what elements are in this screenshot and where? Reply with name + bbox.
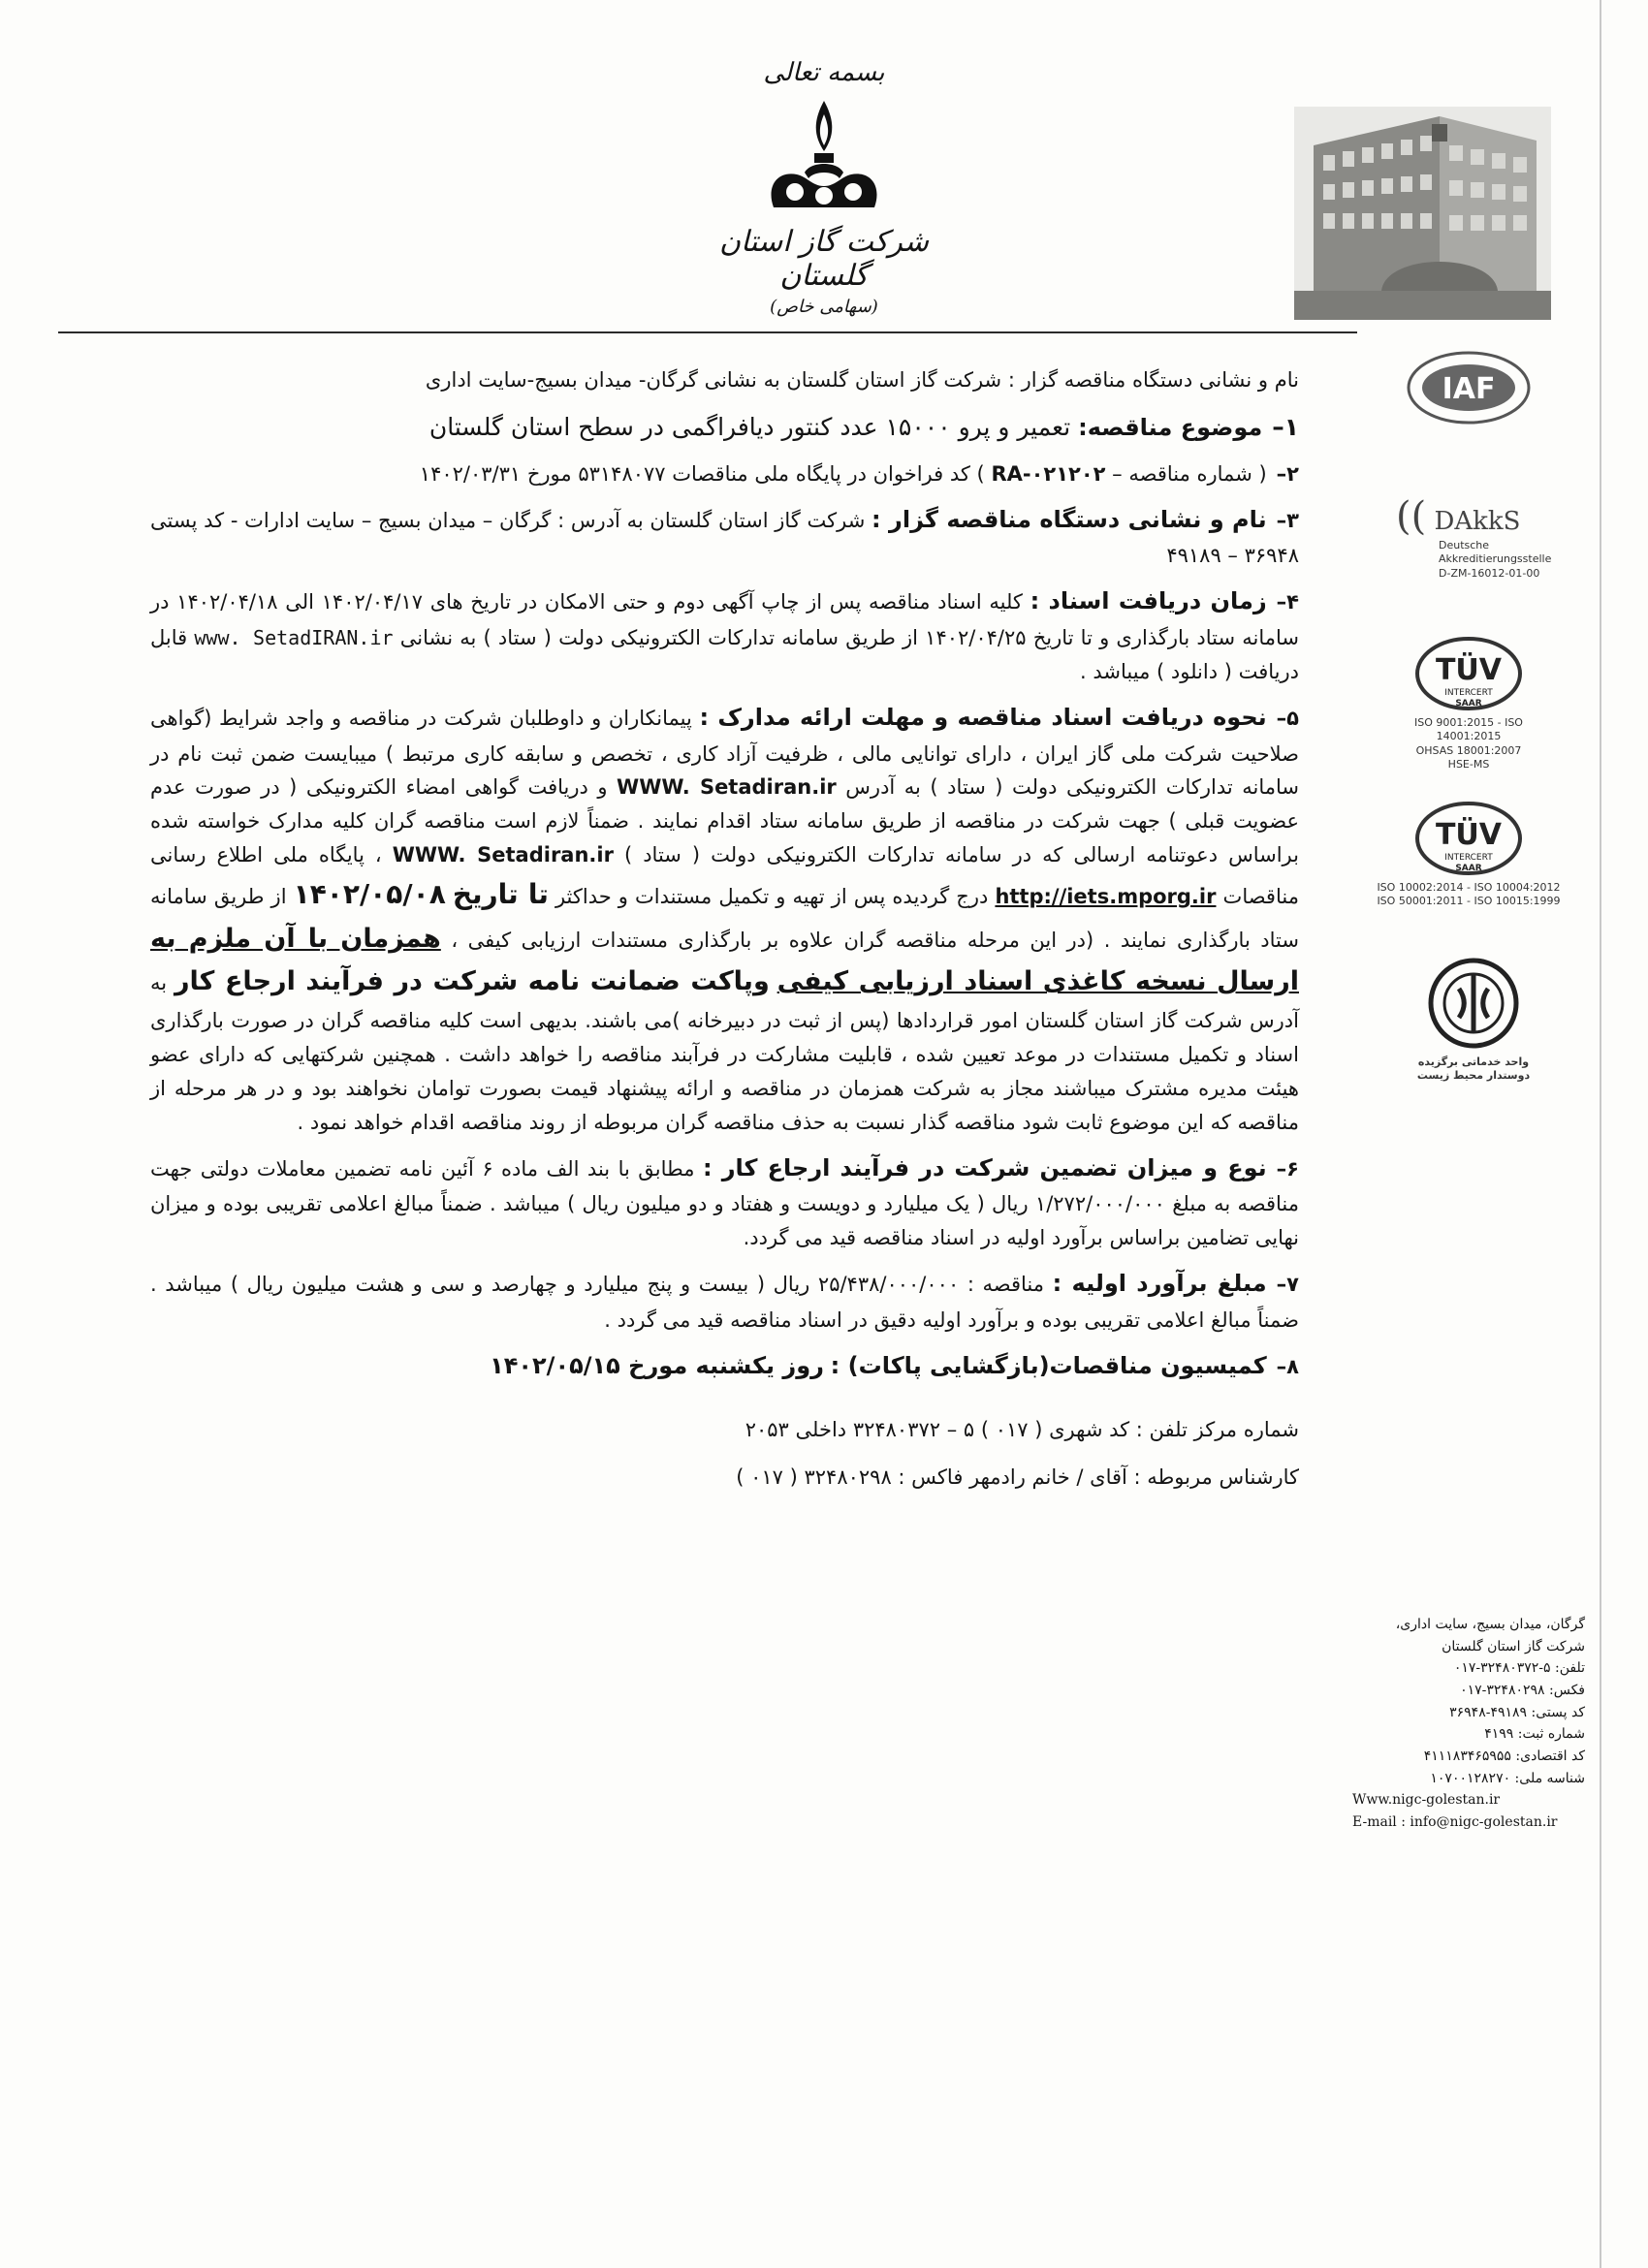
tuv-logo-icon	[1406, 635, 1532, 712]
side-email-link[interactable]: E-mail : info@nigc-golestan.ir	[1352, 1814, 1558, 1831]
phone-line: شماره مرکز تلفن : کد شهری ( ۰۱۷ ) ۵ – ۳۲۴۸۰۳۷۲ داخلی ۲۰۵۳	[745, 1417, 1299, 1441]
side-address-2: شرکت گاز استان گلستان	[1442, 1638, 1585, 1654]
svg-text:INTERCERT: INTERCERT	[1444, 853, 1493, 863]
dakks-text-3: D-ZM-16012-01-00	[1439, 566, 1540, 580]
tuv1-text-3: HSE-MS	[1447, 757, 1490, 771]
header-logo-block	[698, 58, 950, 330]
section-5-text-6: به آدرس شرکت گاز استان گلستان امور قراردادها (پس از ثبت در دبیرخانه )می باشند. بدیهی است کلیه مناقصه گران در صورت بارگذاری اسناد و تکمیل مستندات در موعد تعیین شده ، قابلیت مشارکت در فرآبند مناقصه را خواهد داشت . همچنین شرکتهایی که دارای عضو هیئت مدیره مشترک میباشند مجاز به شرکت همزمان در مناقصه و ارائه پیشنهاد قیمت بصورت توامان نخواهند بود و در هر مرحله از مناقصه که این موضوع ثابت شود مناقصه گذار نسبت به حذف مناقصه گران مربوطه از روند مناقصه اقدام خواهد نمود .	[150, 971, 1299, 1134]
section-3-title: نام و نشانی دستگاه مناقصه گزار :	[872, 505, 1267, 533]
tuv1-text-1: ISO 9001:2015 - ISO 14001:2015	[1414, 716, 1523, 743]
company-name: شرکت گاز استان گلستان	[718, 225, 930, 293]
section-2	[150, 457, 1299, 491]
tender-number-code: RA-۰۲۱۲۰۲	[991, 461, 1106, 486]
section-5-title: نحوه دریافت اسناد مناقصه و مهلت ارائه مدارک :	[699, 703, 1267, 731]
section-5-text-1: پیمانکاران و داوطلبان شرکت در مناقصه و واجد شرایط (گواهی صلاحیت شرکت ملی گاز ایران ، دارای توانایی مالی ، ظرفیت آزاد کاری ، تخصص و سابقه کاری مرتبط ) میبایست ضمن ثبت نام در سامانه تدارکات الکترونیکی دولت ( ستاد ) به آدرس	[150, 706, 1299, 800]
section-6-title: نوع و میزان تضمین شرکت در فرآیند ارجاع کار :	[702, 1153, 1267, 1181]
svg-text:TÜV: TÜV	[1435, 818, 1503, 852]
env-badge-text-1: واحد خدماتی برگزیده	[1417, 1055, 1530, 1068]
intro-line: نام و نشانی دستگاه مناقصه گزار : شرکت گاز استان گلستان به نشانی گرگان- میدان بسیج-سایت اداری	[425, 368, 1299, 392]
section-6-number: ۶–	[1276, 1156, 1299, 1181]
side-contact-info	[1352, 1614, 1585, 1834]
section-5-text-3: ، پایگاه ملی اطلاع رسانی مناقصات	[150, 843, 1299, 909]
side-postal-code: کد پستی: ۴۹۱۸۹-۳۶۹۴۸	[1449, 1704, 1585, 1720]
side-national-id: شناسه ملی: ۱۰۷۰۰۱۲۸۲۷۰	[1430, 1770, 1585, 1786]
section-3	[150, 501, 1299, 574]
side-fax: فکس: ۳۲۴۸۰۲۹۸-۰۱۷	[1460, 1683, 1585, 1699]
setad-link-2[interactable]: WWW. Setadiran.ir	[617, 775, 837, 800]
iaf-certification	[1396, 349, 1541, 430]
expert-line: کارشناس مربوطه : آقای / خانم رادمهر فاکس : ۳۲۴۸۰۲۹۸ ( ۰۱۷ )	[736, 1465, 1299, 1489]
headquarters-building-photo	[1294, 107, 1551, 320]
section-8-title: کمیسیون مناقصات(بازگشایی پاکات) :	[830, 1351, 1267, 1379]
side-tel: تلفن: ۵-۳۲۴۸۰۳۷۲-۰۱۷	[1453, 1660, 1585, 1677]
page-edge	[1600, 0, 1601, 2268]
side-address-1: گرگان، میدان بسیج، سایت اداری،	[1395, 1617, 1585, 1632]
section-5-text-4: درج گردیده پس از تهیه و تکمیل مستندات و حداکثر	[555, 885, 989, 909]
section-8-number: ۸–	[1276, 1354, 1299, 1378]
svg-text:INTERCERT: INTERCERT	[1444, 688, 1493, 698]
section-5-text-2: و دریافت گواهی امضاء الکترونیکی ( در صورت عدم عضویت قبلی ) جهت شرکت در مناقصه از طریق سامانه ستاد اقدام نمایند . ضمناً لازم است مناقصه گران کلیه مدارک خواسته شده براساس دعوتنامه ارسالی که در سامانه تدارکات الکترونیکی دولت ( ستاد )	[150, 775, 1299, 867]
section-5	[150, 699, 1299, 1140]
svg-text:SAAR: SAAR	[1455, 699, 1482, 709]
section-8	[150, 1347, 1299, 1386]
section-4-title: زمان دریافت اسناد :	[1030, 587, 1267, 615]
svg-text:IAF: IAF	[1442, 372, 1496, 406]
deadline-prefix: تا تاریخ	[452, 878, 549, 911]
env-badge-text-2: دوستدار محیط زیست	[1416, 1069, 1531, 1083]
side-registration-number: شماره ثبت: ۴۱۹۹	[1484, 1726, 1585, 1743]
section-6	[150, 1150, 1299, 1256]
section-4-text-1: کلیه اسناد مناقصه پس از چاپ آگهی دوم و حتی الامکان در تاریخ های ۱۴۰۲/۰۴/۱۷ الی ۱۴۰۲/۰۴/۱۸ در سامانه ستاد بارگذاری و تا تاریخ ۱۴۰۲/۰۴/۲۵ از طریق سامانه تدارکات الکترونیکی دولت ( ستاد ) به نشانی	[150, 590, 1299, 650]
section-1-title: موضوع مناقصه:	[1078, 413, 1263, 441]
section-2-number: ۲–	[1276, 461, 1299, 486]
section-5-number: ۵–	[1276, 706, 1299, 730]
tuv-certification-2	[1377, 800, 1561, 909]
guarantee-envelope-requirement: وپاکت ضمانت نامه شرکت در فرآیند ارجاع کار	[174, 966, 770, 997]
paper-copy-requirement: همزمان با آن ملزم به ارسال نسخه کاغذی اسناد ارزیابی کیفی	[150, 923, 1299, 997]
section-4-number: ۴–	[1276, 590, 1299, 614]
section-4-text-2: قابل دریافت ( دانلود ) میباشد .	[150, 626, 1299, 683]
side-website-link[interactable]: Www.nigc-golestan.ir	[1352, 1792, 1501, 1809]
iets-link[interactable]: http://iets.mporg.ir	[995, 885, 1217, 909]
section-2-text-1: ( شماره مناقصه –	[1112, 461, 1267, 486]
tuv-logo-icon	[1406, 800, 1532, 877]
section-5-text-5: از طریق سامانه ستاد بارگذاری نمایند . (در این مرحله مناقصه گران علاوه بر بارگذاری مستندات ارزیابی کیفی ،	[150, 885, 1299, 952]
section-7-title: مبلغ برآورد اولیه :	[1052, 1270, 1267, 1298]
bismillah-text: بسمه تعالی	[763, 58, 885, 87]
svg-text:SAAR: SAAR	[1455, 864, 1482, 873]
section-1	[150, 407, 1299, 448]
environment-unit-badge	[1401, 955, 1546, 1084]
section-7-number: ۷–	[1276, 1273, 1299, 1297]
section-2-text-2: ) کد فراخوان در پایگاه ملی مناقصات ۵۳۱۴۸۰۷۷ مورخ ۱۴۰۲/۰۳/۳۱	[419, 461, 985, 486]
nigc-flame-logo-icon	[756, 93, 892, 219]
section-6-text: مطابق با بند الف ماده ۶ آئین نامه تضمین معاملات دولتی جهت مناقصه به مبلغ ۱/۲۷۲/۰۰۰/۰۰۰ ریال ( یک میلیارد و دویست و هفتاد و دو میلیون ریال ) میباشد . ضمناً مبالغ اعلامی تقریبی بوده و میزان نهایی تضامین براساس برآورد اولیه در اسناد مناقصه قید می گردد.	[150, 1156, 1300, 1250]
section-8-text: روز یکشنبه مورخ ۱۴۰۲/۰۵/۱۵	[490, 1351, 824, 1379]
dakks-text-2: Akkreditierungsstelle	[1439, 552, 1552, 566]
tuv2-text-1: ISO 10002:2014 - ISO 10004:2012	[1377, 881, 1561, 894]
section-7-text: مناقصه : ۲۵/۴۳۸/۰۰۰/۰۰۰ ریال ( بیست و پنج میلیارد و چهارصد و سی و هشت میلیون ریال ) میباشد . ضمناً مبالغ اعلامی تقریبی بوده و برآورد اولیه دقیق در اسناد مناقصه قید می گردد .	[150, 1273, 1299, 1332]
setad-link-1[interactable]: www. SetadIRAN.ir	[194, 626, 394, 650]
tuv1-text-2: OHSAS 18001:2007	[1415, 743, 1522, 757]
company-type: (سهامی خاص)	[770, 297, 878, 317]
header-divider	[58, 331, 1357, 333]
section-7	[150, 1265, 1299, 1338]
section-3-number: ۳–	[1276, 508, 1299, 532]
contact-block	[150, 1413, 1299, 1495]
svg-text:TÜV: TÜV	[1435, 653, 1503, 687]
tuv2-text-2: ISO 50001:2011 - ISO 10015:1999	[1377, 895, 1561, 908]
environment-friendly-logo-icon	[1425, 955, 1522, 1052]
tender-notice-body	[150, 363, 1299, 1507]
iaf-logo-icon	[1406, 349, 1532, 426]
section-4	[150, 583, 1299, 689]
side-economic-code: کد اقتصادی: ۴۱۱۱۸۳۴۶۵۹۵۵	[1423, 1748, 1585, 1765]
deadline-date: ۱۴۰۲/۰۵/۰۸	[293, 878, 446, 911]
tuv-certification-1	[1381, 635, 1556, 772]
dakks-text-1: Deutsche	[1439, 539, 1490, 551]
section-1-number: ۱–	[1272, 412, 1299, 441]
section-1-text: تعمیر و پرو ۱۵۰۰۰ عدد کنتور دیافراگمی در سطح استان گلستان	[428, 412, 1071, 441]
dakks-label: DAkkS	[1434, 507, 1521, 536]
setad-link-3[interactable]: WWW. Setadiran.ir	[392, 843, 614, 867]
section-3-text: شرکت گاز استان گلستان به آدرس : گرگان – میدان بسیج – سایت ادارات - کد پستی ۳۶۹۴۸ – ۴۹۱۸۹	[150, 508, 1299, 568]
dakks-certification: (( DAkkS Deutsche Akkreditierungsstelle D-ZM-16012-01-00	[1396, 494, 1552, 580]
